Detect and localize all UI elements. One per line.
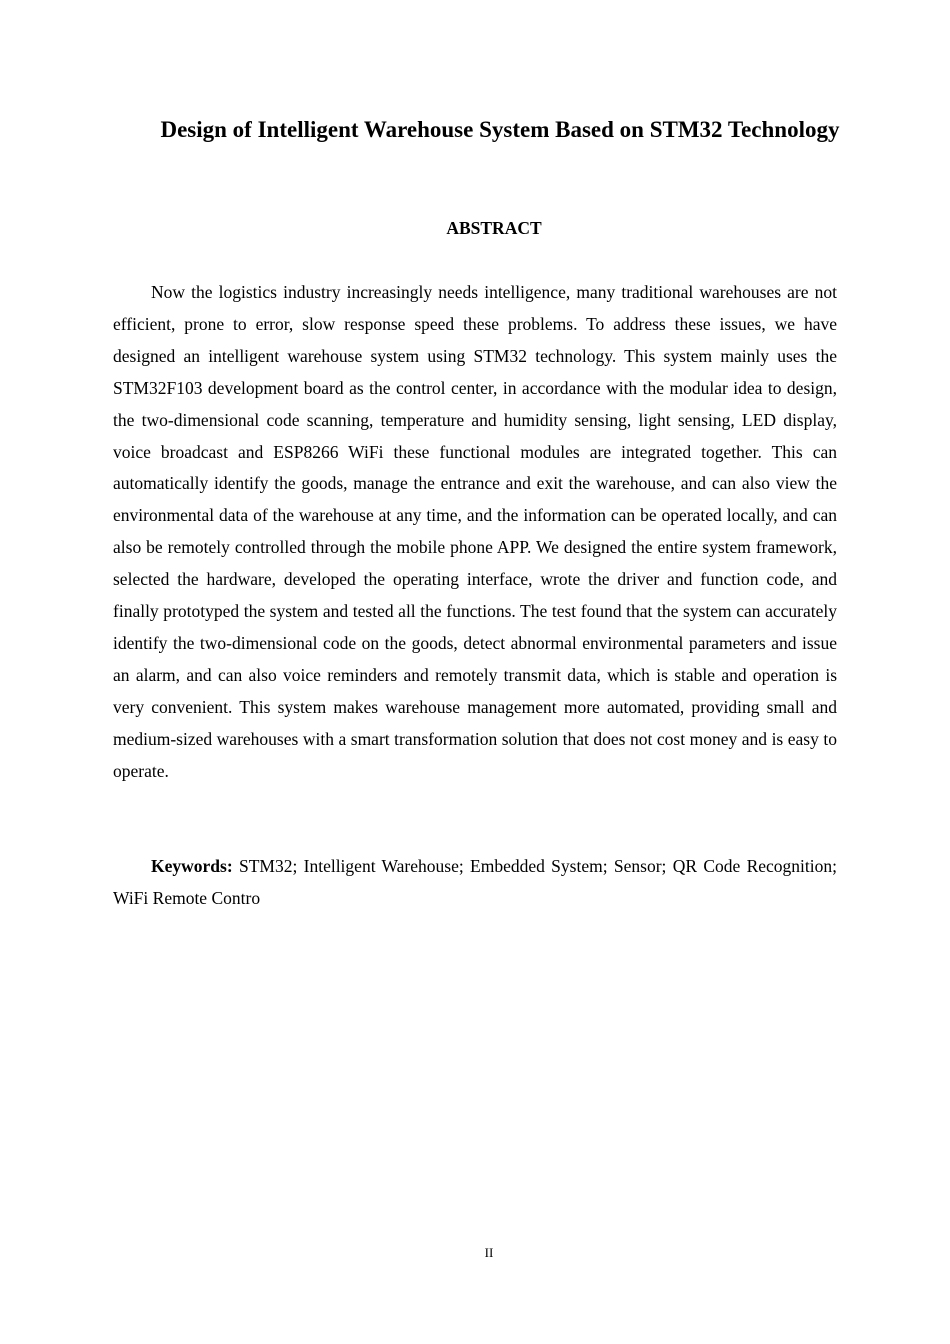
keywords-label: Keywords: [151, 856, 233, 876]
abstract-heading: ABSTRACT [446, 218, 542, 238]
document-title: Design of Intelligent Warehouse System Based on STM32 Technology [160, 117, 840, 142]
abstract-body: Now the logistics industry increasingly needs intelligence, many traditional warehouses are not efficient, prone to error, slow response speed these problems. To address these issues, we have designed an intelligent warehouse system using STM32 technology. This system mainly uses the STM32F103 development board as the control center, in accordance with the modular idea to design, the two-dimensional code scanning, temperature and humidity sensing, light sensing, LED display, voice broadcast and ESP8266 WiFi these functional modules are integrated together. This can automatically identify the goods, manage the entrance and exit the warehouse, and can also view the environmental data of the warehouse at any time, and the information can be operated locally, and can also be remotely controlled through the mobile phone APP. We designed the entire system framework, selected the hardware, developed the operating interface, wrote the driver and function code, and finally prototyped the system and tested all the functions. The test found that the system can accurately identify the two-dimensional code on the goods, detect abnormal environmental parameters and issue an alarm, and can also voice reminders and remotely transmit data, which is stable and operation is very convenient. This system makes warehouse management more automated, providing small and medium-sized warehouses with a smart transformation solution that does not cost money and is easy to operate. [113, 282, 837, 781]
keywords-text: STM32; Intelligent Warehouse; Embedded System; Sensor; QR Code Recognition; WiFi Remote Contro [113, 856, 837, 908]
keywords-paragraph [113, 851, 837, 915]
page-number: II [484, 1245, 494, 1260]
